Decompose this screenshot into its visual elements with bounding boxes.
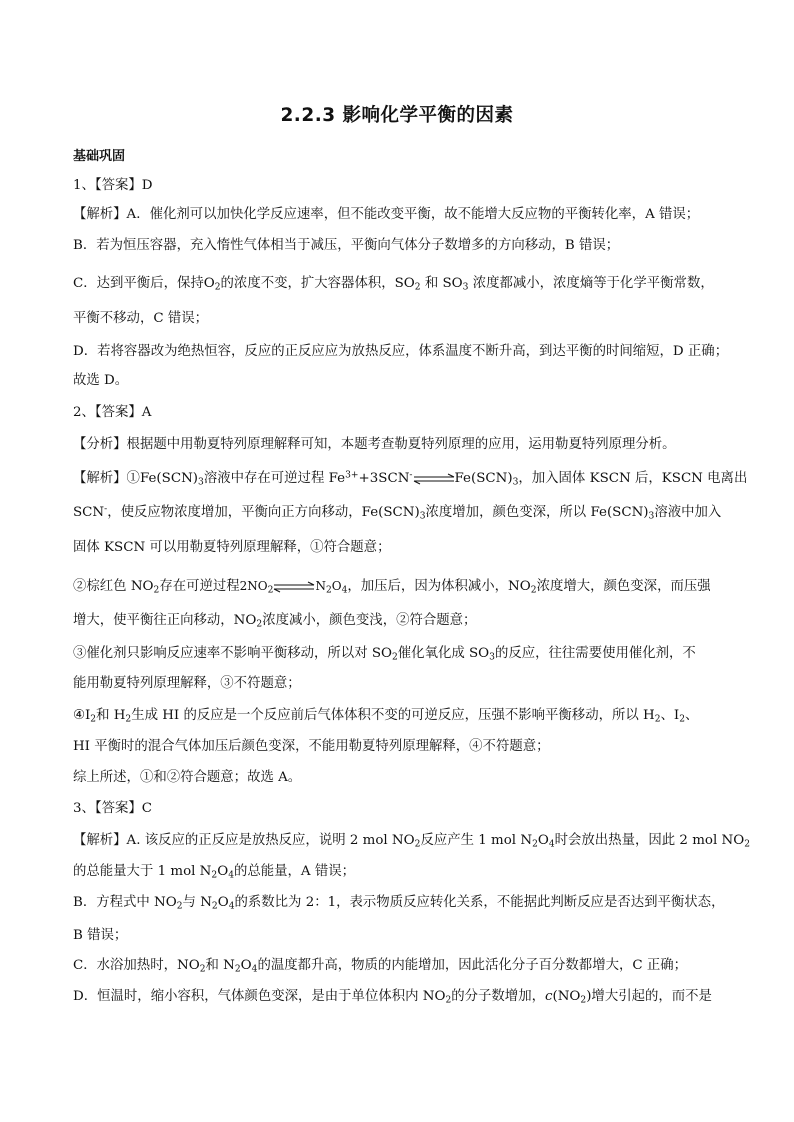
text-line: SCN-，使反应物浓度增加，平衡向正方向移动，$Fe(SCN)_3$浓度增加，颜色变深，所以 $Fe(SCN)_3$溶液中加入	[73, 504, 722, 522]
answer-3: 3、【答案】C	[73, 801, 153, 816]
text-line: $④I_2$和 $H_2$生成 HI 的反应是一个反应前后气体体积不变的可逆反应，压强不影响平衡移动，所以 $H_2$、$I_2$、	[73, 708, 699, 725]
text-line: 平衡不移动，C 错误；	[73, 311, 209, 326]
equilibrium-arrow-icon	[413, 473, 455, 485]
text-line: 故选 D。	[73, 373, 129, 388]
text-line: B．若为恒压容器，充入惰性气体相当于减压，平衡向气体分子数增多的方向移动，B 错误；	[73, 238, 620, 253]
text-line: B．方程式中 $NO_2$与 $N_2O_4$的系数比为 2：1，表示物质反应转化关系，不能据此判断反应是否达到平衡状态，	[73, 895, 725, 912]
section-heading: 基础巩固	[73, 149, 126, 164]
text-line: ③催化剂只影响反应速率不影响平衡移动，所以对 $SO_2$催化氧化成 $SO_3$的反应，往往需要使用催化剂，不	[73, 646, 696, 663]
text-line: 【解析】A. 该反应的正反应是放热反应，说明 2 mol $NO_2$反应产生 1 mol $N_2O_4$时会放出热量，因此 2 mol $NO_2$	[73, 833, 750, 850]
text-line: C．达到平衡后，保持$O_2$的浓度不变，扩大容器体积，$SO_2$ 和 $SO_3$ 浓度都减小，浓度熵等于化学平衡常数，	[73, 276, 714, 293]
page-title: 2.2.3 影响化学平衡的因素	[280, 105, 514, 126]
text-line: ②棕红色 $NO_2$存在可逆过程$2NO_2$ $N_2O_4$，加压后，因为体积减小，$NO_2$浓度增大，颜色变深，而压强	[73, 579, 711, 596]
text-line: 综上所述，①和②符合题意；故选 A。	[73, 770, 302, 785]
text-line: D．若将容器改为绝热恒容，反应的正反应应为放热反应，体系温度不断升高，到达平衡的时间缩短，D 正确；	[73, 344, 729, 359]
answer-2: 2、【答案】A	[73, 405, 152, 420]
answer-1: 1、【答案】D	[73, 178, 153, 193]
text-line: C．水浴加热时，$NO_2$和 $N_2O_4$的温度都升高，物质的内能增加，因此活化分子百分数都增大，C 正确；	[73, 958, 688, 975]
text-line: 增大，使平衡往正向移动，$NO_2$浓度减小，颜色变浅，②符合题意；	[73, 613, 477, 630]
text-line: 【解析】$①Fe(SCN)_3$溶液中存在可逆过程 $Fe^{3+}+3SCN^-$ $Fe(SCN)_3$，加入固体 KSCN 后，KSCN 电离出	[73, 470, 748, 488]
text-line: 的总能量大于 1 mol $N_2O_4$的总能量，A 错误；	[73, 864, 356, 881]
text-line: D．恒温时，缩小容积，气体颜色变深，是由于单位体积内 $NO_2$的分子数增加，$c(NO_2)$增大引起的，而不是	[73, 989, 712, 1006]
text-line: 固体 KSCN 可以用勒夏特列原理解释，①符合题意；	[73, 540, 391, 555]
text-line: HI 平衡时的混合气体加压后颜色变深，不能用勒夏特列原理解释，④不符题意；	[73, 739, 550, 754]
text-line: 能用勒夏特列原理解释，③不符题意；	[73, 676, 301, 691]
equilibrium-arrow-icon	[273, 581, 315, 593]
text-line: 【解析】A．催化剂可以加快化学反应速率，但不能改变平衡，故不能增大反应物的平衡转化率，A 错误；	[73, 207, 700, 222]
text-line: B 错误；	[73, 928, 128, 943]
text-line: 【分析】根据题中用勒夏特列原理解释可知，本题考查勒夏特列原理的应用，运用勒夏特列原理分析。	[73, 437, 676, 452]
